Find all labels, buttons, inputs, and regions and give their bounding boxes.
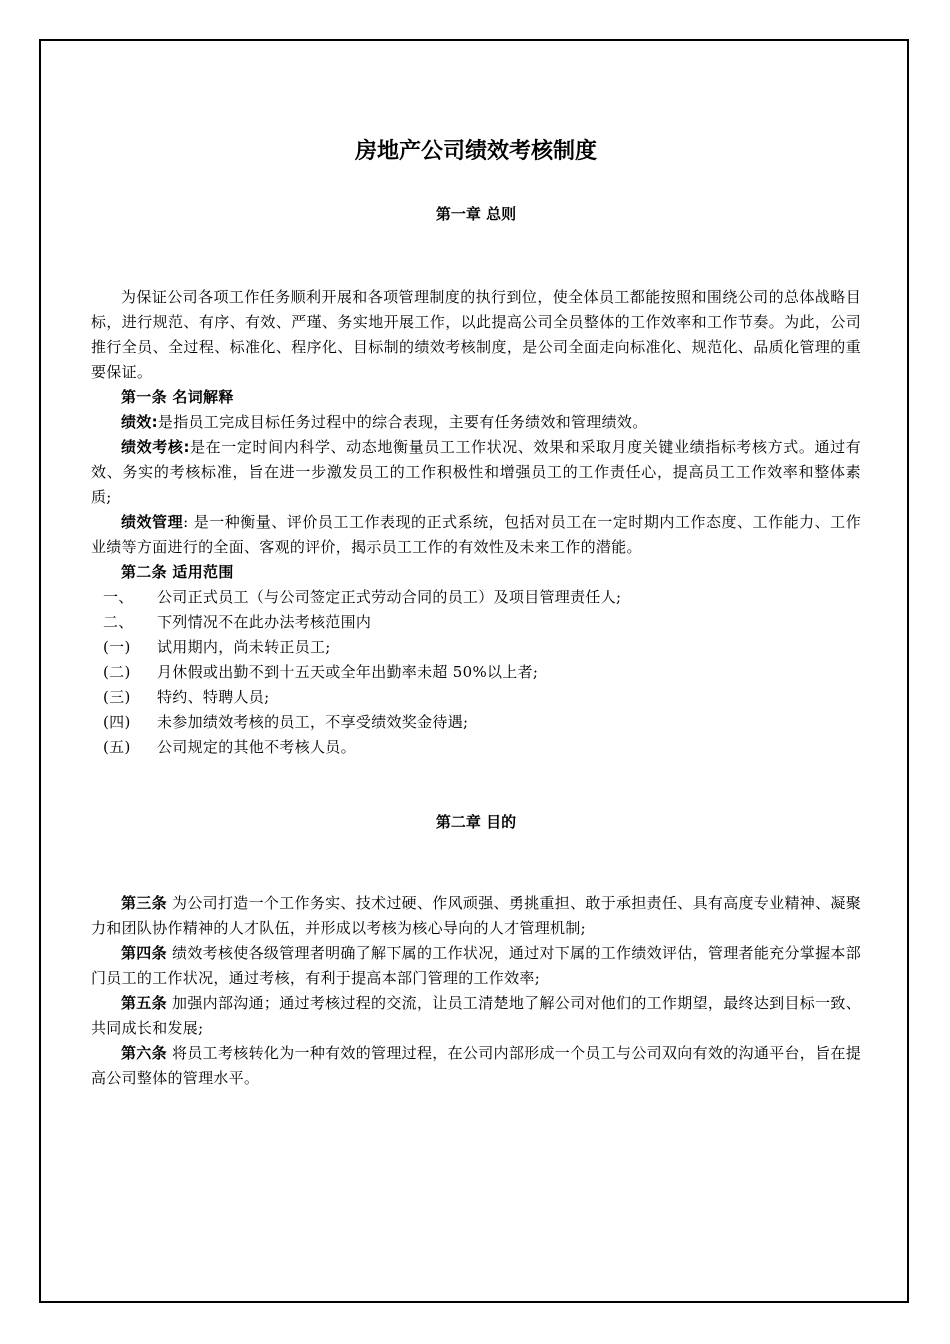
term-definition [91, 410, 861, 435]
article-paragraph [91, 941, 861, 991]
list-item-text: 下列情况不在此办法考核范围内 [157, 613, 372, 631]
article-1-heading: 第一条 名词解释 [121, 388, 234, 406]
chapter-2-heading: 第二章 目的 [435, 813, 517, 831]
intro-paragraph: 为保证公司各项工作任务顺利开展和各项管理制度的执行到位，使全体员工都能按照和围绕公司的总体战略目标，进行规范、有序、有效、严瑾、务实地开展工作，以此提高公司全员整体的工作效率和工作节奏。为此，公司推行全员、全过程、标准化、程序化、目标制的绩效考核制度，是公司全面走向标准化、规范化、品质化管理的重要保证。 [91, 288, 861, 381]
document-title: 房地产公司绩效考核制度 [354, 139, 597, 164]
list-item [91, 710, 861, 735]
list-item-number: (三) [103, 688, 131, 706]
list-item-number: (一) [103, 638, 131, 656]
term-definition [91, 510, 861, 560]
list-item-text: 未参加绩效考核的员工，不享受绩效奖金待遇; [157, 713, 469, 731]
term-text: 是在一定时间内科学、动态地衡量员工工作状况、效果和采取月度关键业绩指标考核方式。通过有效、务实的考核标准，旨在进一步激发员工的工作积极性和增强员工的工作责任心，提高员工工作效率和整体素质; [91, 438, 862, 506]
list-item [91, 610, 861, 635]
list-item-number: (二) [103, 663, 131, 681]
list-item-number: (四) [103, 713, 131, 731]
list-item-number: 一、 [103, 588, 134, 606]
list-item-text: 公司规定的其他不考核人员。 [157, 738, 356, 756]
term-text: 是指员工完成目标任务过程中的综合表现，主要有任务绩效和管理绩效。 [157, 413, 648, 431]
list-item-text: 试用期内，尚未转正员工; [157, 638, 331, 656]
article-paragraph [91, 891, 861, 941]
article-label: 第四条 [121, 944, 167, 962]
list-item [91, 585, 861, 610]
article-text: 为公司打造一个工作务实、技术过硬、作风顽强、勇挑重担、敢于承担责任、具有高度专业精神、凝聚力和团队协作精神的人才队伍，并形成以考核为核心导向的人才管理机制; [91, 894, 861, 937]
list-item [91, 660, 861, 685]
list-item-number: 二、 [103, 613, 134, 631]
article-label: 第三条 [121, 894, 167, 912]
list-item-text: 公司正式员工（与公司签定正式劳动合同的员工）及项目管理责任人; [157, 588, 622, 606]
article-label: 第六条 [121, 1044, 167, 1062]
list-item [91, 735, 861, 760]
term-text: : 是一种衡量、评价员工工作表现的正式系统，包括对员工在一定时期内工作态度、工作能力、工作业绩等方面进行的全面、客观的评价，揭示员工工作的有效性及未来工作的潜能。 [91, 513, 861, 556]
list-item-number: (五) [103, 738, 131, 756]
article-text: 将员工考核转化为一种有效的管理过程，在公司内部形成一个员工与公司双向有效的沟通平台，旨在提高公司整体的管理水平。 [91, 1044, 861, 1087]
article-2-heading: 第二条 适用范围 [121, 563, 234, 581]
article-paragraph [91, 991, 861, 1041]
term-label: 绩效: [121, 413, 158, 431]
list-item-text: 月休假或出勤不到十五天或全年出勤率未超 50%以上者; [157, 663, 539, 681]
term-label: 绩效考核: [121, 438, 190, 456]
list-item-text: 特约、特聘人员; [157, 688, 270, 706]
article-label: 第五条 [121, 994, 167, 1012]
article-text: 绩效考核使各级管理者明确了解下属的工作状况，通过对下属的工作绩效评估，管理者能充分掌握本部门员工的工作状况，通过考核，有利于提高本部门管理的工作效率; [91, 944, 861, 987]
list-item [91, 685, 861, 710]
term-label: 绩效管理 [121, 513, 184, 531]
term-definition [91, 435, 861, 510]
chapter-2-section [91, 891, 861, 1091]
chapter-1-heading: 第一章 总则 [435, 205, 517, 223]
article-text: 加强内部沟通；通过考核过程的交流，让员工清楚地了解公司对他们的工作期望，最终达到目标一致、共同成长和发展; [91, 994, 861, 1037]
article-paragraph [91, 1041, 861, 1091]
list-item [91, 635, 861, 660]
chapter-1-section [91, 285, 861, 760]
